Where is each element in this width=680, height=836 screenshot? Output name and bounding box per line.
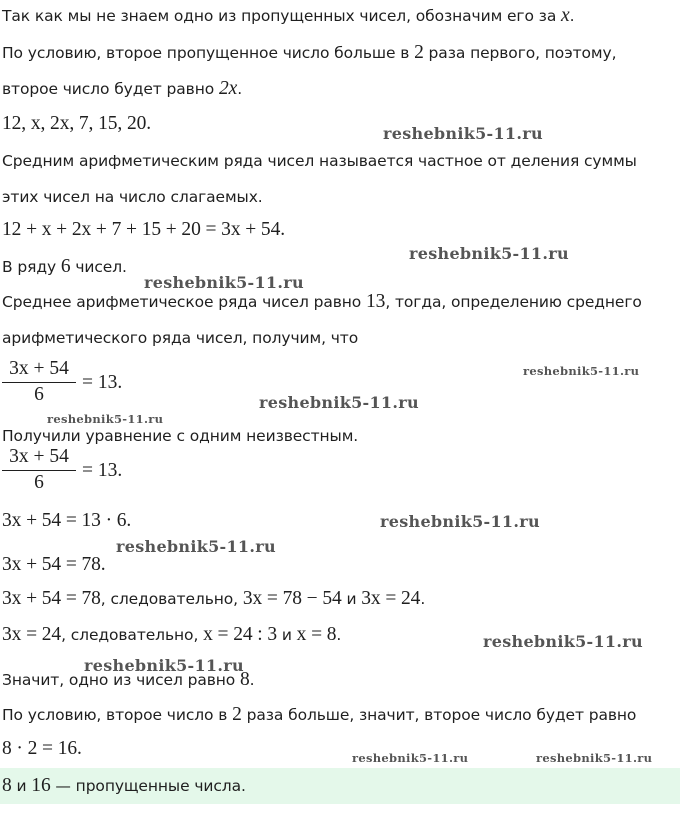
watermark: reshebnik5-11.ru xyxy=(352,751,469,765)
watermark: reshebnik5-11.ru xyxy=(536,751,653,765)
mean-line-1: Среднее арифметическое ряда чисел равно 13, тогда, определению среднего xyxy=(2,291,642,312)
count-line: В ряду 6 чисел. xyxy=(2,256,127,277)
equation-step-3: 3x + 54 = 78, следовательно, 3x = 78 − 54 и 3x = 24. xyxy=(2,588,426,609)
watermark: reshebnik5-11.ru xyxy=(47,412,164,426)
fraction-numerator: 3x + 54 xyxy=(9,358,69,379)
watermark: reshebnik5-11.ru xyxy=(259,393,419,412)
watermark: reshebnik5-11.ru xyxy=(483,632,643,651)
equation-step-4: 3x = 24, следовательно, x = 24 : 3 и x = 8. xyxy=(2,624,342,645)
second-number-condition: По условию, второе число в 2 раза больше, значит, второе число будет равно xyxy=(2,704,637,725)
watermark: reshebnik5-11.ru xyxy=(380,512,540,531)
fraction-equation-2 xyxy=(2,446,122,495)
watermark: reshebnik5-11.ru xyxy=(84,656,244,675)
answer-line: 8 и 16 — пропущенные числа. xyxy=(2,775,246,796)
sum-equation: 12 + x + 2x + 7 + 15 + 20 = 3x + 54. xyxy=(2,219,286,240)
fraction-rhs: = 13. xyxy=(82,371,123,393)
equation-step-1: 3x + 54 = 13 · 6. xyxy=(2,510,132,531)
multiplication-expression: 8 · 2 = 16. xyxy=(2,738,82,759)
equation-step-2: 3x + 54 = 78. xyxy=(2,554,106,575)
second-number-line: второе число будет равно 2x. xyxy=(2,78,243,99)
fraction-denominator: 6 xyxy=(34,384,44,405)
watermark: reshebnik5-11.ru xyxy=(144,273,304,292)
watermark: reshebnik5-11.ru xyxy=(383,124,543,143)
condition-line: По условию, второе пропущенное число больше в 2 раза первого, поэтому, xyxy=(2,42,617,63)
definition-line-2: этих чисел на число слагаемых. xyxy=(2,188,263,206)
fraction-denominator: 6 xyxy=(34,472,44,493)
equation-note: Получили уравнение с одним неизвестным. xyxy=(2,427,359,445)
fraction-equation-1 xyxy=(2,358,122,407)
mean-line-2: арифметического ряда чисел, получим, что xyxy=(2,329,359,347)
watermark: reshebnik5-11.ru xyxy=(116,537,276,556)
sequence-expression: 12, x, 2x, 7, 15, 20. xyxy=(2,113,152,134)
fraction-rhs: = 13. xyxy=(82,459,123,481)
fraction-numerator: 3x + 54 xyxy=(9,446,69,467)
definition-line-1: Средним арифметическим ряда чисел называется частное от деления суммы xyxy=(2,152,637,170)
intro-line: Так как мы не знаем одно из пропущенных чисел, обозначим его за x. xyxy=(2,5,575,26)
watermark: reshebnik5-11.ru xyxy=(523,364,640,378)
watermark: reshebnik5-11.ru xyxy=(409,244,569,263)
first-number-line: Значит, одно из чисел равно 8. xyxy=(2,669,255,690)
